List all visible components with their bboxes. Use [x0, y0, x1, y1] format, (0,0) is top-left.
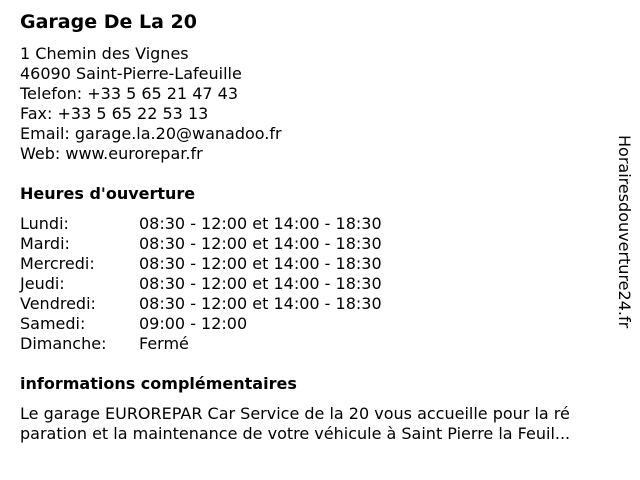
hours-day: Jeudi:	[20, 274, 65, 293]
fax-number: Fax: +33 5 65 22 53 13	[20, 104, 209, 123]
hours-time: 09:00 - 12:00	[139, 314, 248, 333]
hours-time: 08:30 - 12:00 et 14:00 - 18:30	[139, 214, 382, 233]
watermark-text: Horairesdouverture24.fr	[615, 135, 634, 329]
website: Web: www.eurorepar.fr	[20, 144, 203, 163]
address-line-2: 46090 Saint-Pierre-Lafeuille	[20, 64, 242, 83]
hours-day: Vendredi:	[20, 294, 96, 313]
hours-time: 08:30 - 12:00 et 14:00 - 18:30	[139, 294, 382, 313]
description-text: Le garage EUROREPAR Car Service de la 20 vous accueille pour la ré paration et la maintenance de votre véhicule à Saint Pierre la Feuil...	[20, 404, 571, 443]
hours-time: 08:30 - 12:00 et 14:00 - 18:30	[139, 274, 382, 293]
hours-day: Mercredi:	[20, 254, 95, 273]
contact-block	[20, 44, 282, 164]
email-address: Email: garage.la.20@wanadoo.fr	[20, 124, 282, 143]
hours-time: 08:30 - 12:00 et 14:00 - 18:30	[139, 234, 382, 253]
watermark	[610, 135, 634, 345]
opening-hours-heading: Heures d'ouverture	[20, 184, 196, 203]
hours-time: Fermé	[139, 334, 189, 353]
hours-time: 08:30 - 12:00 et 14:00 - 18:30	[139, 254, 382, 273]
phone-number: Telefon: +33 5 65 21 47 43	[20, 84, 239, 103]
hours-day: Lundi:	[20, 214, 69, 233]
address-line-1: 1 Chemin des Vignes	[20, 44, 189, 63]
hours-day: Dimanche:	[20, 334, 107, 353]
hours-day: Mardi:	[20, 234, 70, 253]
page-title: Garage De La 20	[20, 11, 197, 33]
additional-info-heading: informations complémentaires	[20, 374, 297, 393]
hours-day: Samedi:	[20, 314, 86, 333]
